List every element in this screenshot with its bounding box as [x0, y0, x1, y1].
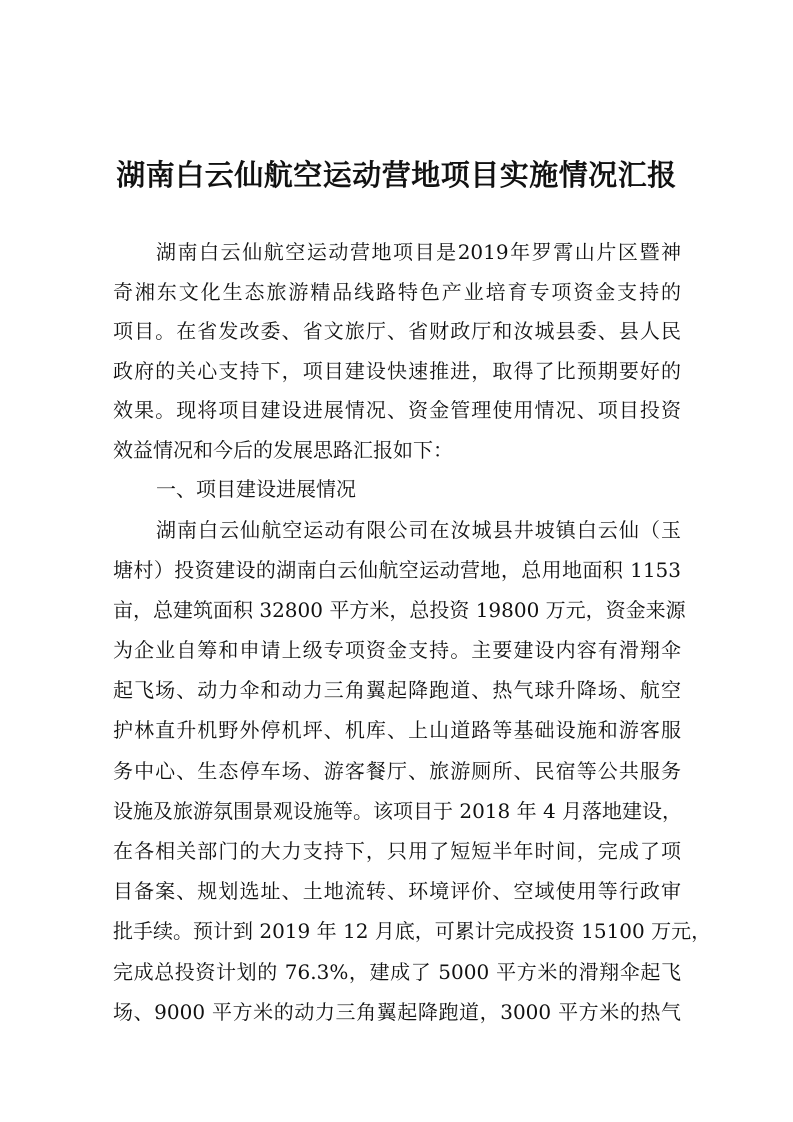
- text-line: 为企业自筹和申请上级专项资金支持。主要建设内容有滑翔伞: [113, 638, 681, 663]
- text-line: 亩，总建筑面积 32800 平方米，总投资 19800 万元，资金来源: [113, 597, 686, 622]
- text-line: 护林直升机野外停机坪、机库、上山道路等基础设施和游客服: [113, 718, 681, 743]
- paragraph-intro: [113, 233, 681, 470]
- document-body: [113, 233, 712, 1032]
- text-line: 目备案、规划选址、土地流转、环境评价、空域使用等行政审: [113, 879, 681, 904]
- text-line: 效果。现将项目建设进展情况、资金管理使用情况、项目投资: [113, 398, 681, 422]
- text-line: 完成总投资计划的 76.3%，建成了 5000 平方米的滑翔伞起飞: [113, 959, 681, 984]
- text-line: 起飞场、动力伞和动力三角翼起降跑道、热气球升降场、航空: [113, 678, 681, 703]
- text-line: 奇湘东文化生态旅游精品线路特色产业培育专项资金支持的: [113, 279, 681, 304]
- document-title: 湖南白云仙航空运动营地项目实施情况汇报: [116, 158, 677, 192]
- paragraph-progress: [113, 510, 712, 1032]
- text-line: 场、9000 平方米的动力三角翼起降跑道，3000 平方米的热气: [113, 999, 681, 1024]
- text-line: 湖南白云仙航空运动营地项目是2019年罗霄山片区暨神: [156, 240, 681, 264]
- text-line: 批手续。预计到 2019 年 12 月底，可累计完成投资 15100 万元，: [113, 919, 712, 944]
- text-line: 务中心、生态停车场、游客餐厅、旅游厕所、民宿等公共服务: [113, 758, 681, 783]
- text-line: 在各相关部门的大力支持下，只用了短短半年时间，完成了项: [113, 839, 681, 863]
- text-line: 效益情况和今后的发展思路汇报如下：: [113, 437, 453, 462]
- text-line: 塘村）投资建设的湖南白云仙航空运动营地，总用地面积 1153: [113, 557, 681, 582]
- text-line: 湖南白云仙航空运动有限公司在汝城县井坡镇白云仙（玉: [156, 517, 681, 542]
- text-line: 设施及旅游氛围景观设施等。该项目于 2018 年 4 月落地建设，: [113, 798, 683, 823]
- text-line: 政府的关心支持下，项目建设快速推进，取得了比预期要好的: [113, 358, 681, 383]
- text-line: 项目。在省发改委、省文旅厅、省财政厅和汝城县委、县人民: [113, 319, 681, 343]
- section-heading: 一、项目建设进展情况: [156, 477, 356, 501]
